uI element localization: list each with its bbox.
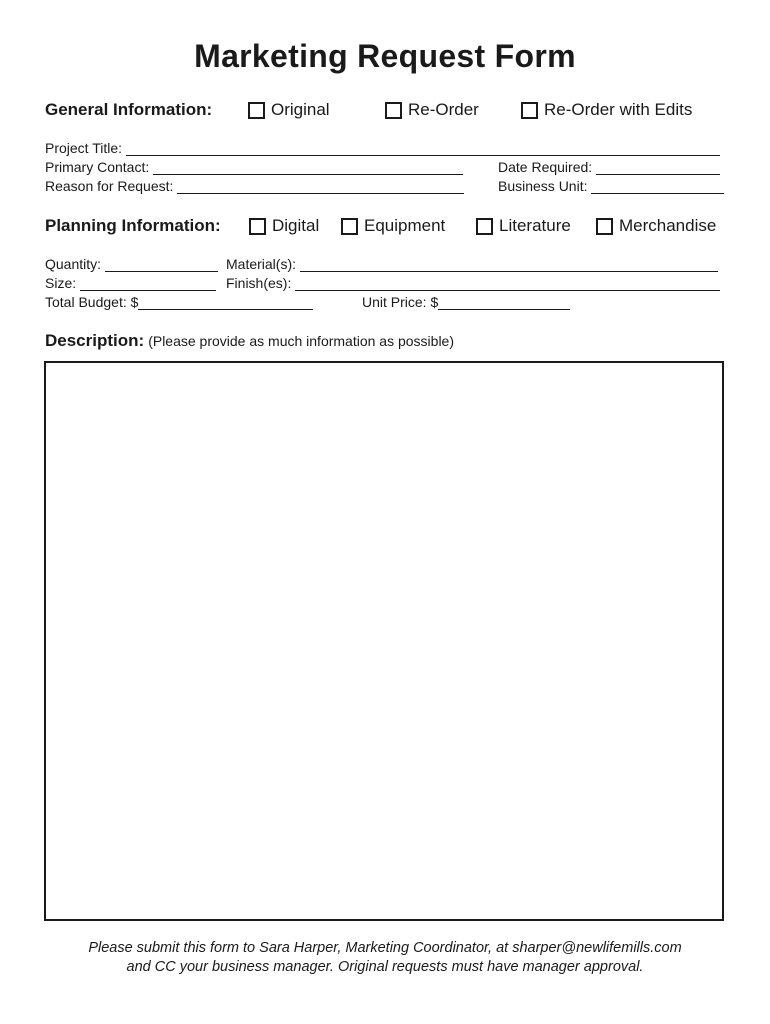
business-unit-label: Business Unit:	[498, 178, 588, 194]
materials-input-line[interactable]	[300, 258, 718, 272]
checkbox-icon[interactable]	[249, 218, 266, 235]
checkbox-icon[interactable]	[476, 218, 493, 235]
business-unit-field[interactable]	[498, 178, 724, 194]
finishes-label: Finish(es):	[226, 275, 292, 291]
total-budget-field[interactable]	[45, 294, 313, 310]
size-input-line[interactable]	[80, 277, 216, 291]
materials-field[interactable]	[226, 256, 718, 272]
project-title-label: Project Title:	[45, 140, 123, 156]
quantity-field[interactable]	[45, 256, 218, 272]
checkbox-icon[interactable]	[248, 102, 265, 119]
checkbox-re-order-with-edits-label: Re-Order with Edits	[544, 100, 693, 119]
business-unit-input-line[interactable]	[591, 180, 724, 194]
checkbox-icon[interactable]	[521, 102, 538, 119]
general-information-label: General Information:	[45, 100, 213, 119]
checkbox-re-order-label: Re-Order	[408, 100, 479, 119]
checkbox-equipment-label: Equipment	[364, 216, 446, 235]
checkbox-original-label: Original	[271, 100, 330, 119]
checkbox-icon[interactable]	[341, 218, 358, 235]
description-label: Description:	[45, 331, 145, 350]
unit-price-input-line[interactable]	[438, 296, 570, 310]
project-title-input-line[interactable]	[126, 142, 720, 156]
reason-for-request-field[interactable]	[45, 178, 464, 194]
checkbox-merchandise[interactable]	[596, 216, 716, 236]
primary-contact-label: Primary Contact:	[45, 159, 150, 175]
checkbox-digital-label: Digital	[272, 216, 320, 235]
unit-price-label: Unit Price: $	[362, 294, 439, 310]
checkbox-re-order[interactable]	[385, 100, 479, 120]
checkbox-equipment[interactable]	[341, 216, 445, 236]
page-title: Marketing Request Form	[194, 38, 576, 74]
finishes-input-line[interactable]	[295, 277, 720, 291]
checkbox-original[interactable]	[248, 100, 330, 120]
total-budget-label: Total Budget: $	[45, 294, 139, 310]
description-note: (Please provide as much information as possible)	[148, 333, 454, 349]
checkbox-digital[interactable]	[249, 216, 319, 236]
total-budget-input-line[interactable]	[138, 296, 313, 310]
reason-for-request-input-line[interactable]	[177, 180, 464, 194]
description-textarea[interactable]	[44, 361, 724, 921]
quantity-input-line[interactable]	[105, 258, 218, 272]
checkbox-merchandise-label: Merchandise	[619, 216, 717, 235]
finishes-field[interactable]	[226, 275, 720, 291]
footer-line-1: Please submit this form to Sara Harper, Marketing Coordinator, at sharper@newlifemills.com	[88, 940, 682, 956]
primary-contact-input-line[interactable]	[153, 161, 463, 175]
unit-price-field[interactable]	[362, 294, 570, 310]
checkbox-icon[interactable]	[385, 102, 402, 119]
size-field[interactable]	[45, 275, 216, 291]
checkbox-literature[interactable]	[476, 216, 571, 236]
quantity-label: Quantity:	[45, 256, 102, 272]
footer-line-2: and CC your business manager. Original requests must have manager approval.	[126, 959, 644, 975]
date-required-input-line[interactable]	[596, 161, 720, 175]
planning-information-label: Planning Information:	[45, 216, 221, 235]
materials-label: Material(s):	[226, 256, 297, 272]
checkbox-re-order-with-edits[interactable]	[521, 100, 692, 120]
checkbox-icon[interactable]	[596, 218, 613, 235]
description-heading	[45, 331, 454, 351]
reason-for-request-label: Reason for Request:	[45, 178, 174, 194]
project-title-field[interactable]	[45, 140, 720, 156]
primary-contact-field[interactable]	[45, 159, 463, 175]
date-required-field[interactable]	[498, 159, 720, 175]
checkbox-literature-label: Literature	[499, 216, 571, 235]
date-required-label: Date Required:	[498, 159, 593, 175]
size-label: Size:	[45, 275, 77, 291]
